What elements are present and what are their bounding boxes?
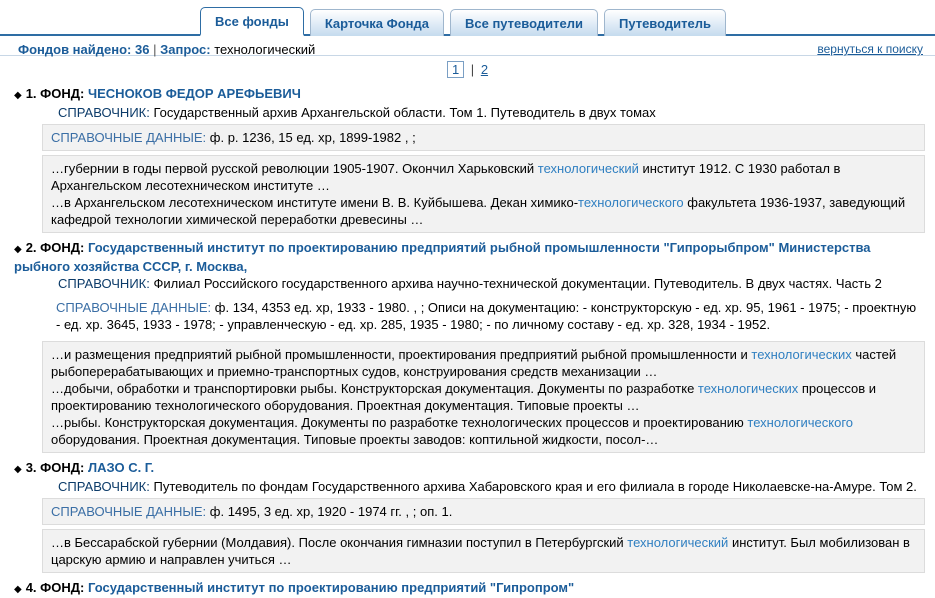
- spravochnik-label: СПРАВОЧНИК:: [58, 276, 150, 291]
- snippet: …губернии в годы первой русской революции 1905-1907. Окончил Харьковский технологический институт 1912. С 1930 работал в Архангельском лесотехническом институте …: [51, 161, 841, 193]
- diamond-bullet-icon: ◆: [14, 90, 22, 101]
- result-item: [12, 579, 925, 595]
- fond-label: ФОНД:: [40, 580, 85, 595]
- highlight-term: технологических: [697, 381, 799, 396]
- snippets-block: [42, 155, 925, 233]
- result-heading: [12, 579, 925, 598]
- spravochnye-dannye-block: [42, 124, 925, 151]
- highlight-term: технологический: [627, 535, 729, 550]
- result-index: 1.: [25, 86, 37, 101]
- spravochnik-line: [12, 275, 925, 292]
- spravochnye-dannye-value: ф. 1495, 3 ед. хр, 1920 - 1974 гг. , ; оп. 1.: [209, 504, 453, 519]
- page-next[interactable]: 2: [480, 62, 489, 77]
- snippet: …и размещения предприятий рыбной промышленности, проектирования предприятий рыбной промышленности и технологических частей рыбоперерабатывающих и приемно-транспортных судов, конструирования средств механизации …: [51, 347, 897, 379]
- found-label: Фондов найдено:: [18, 42, 132, 57]
- result-heading: [12, 85, 925, 104]
- pagination: [0, 56, 935, 81]
- spravochnye-dannye-value: ф. 134, 4353 ед. хр, 1933 - 1980. , ; Описи на документацию: - конструкторскую - ед. хр. 95, 1961 - 1975; - проектную - ед. хр. 3645, 1933 - 1978; - управленческую - ед. хр. 285, 1935 - 1980; - по личному составу - ед. хр. 328, 1934 - 1952.: [56, 300, 917, 332]
- fond-label: ФОНД:: [40, 86, 85, 101]
- diamond-bullet-icon: ◆: [14, 584, 22, 595]
- fond-label: ФОНД:: [40, 240, 85, 255]
- snippets-block: [42, 341, 925, 453]
- fond-label: ФОНД:: [40, 460, 85, 475]
- snippet: …рыбы. Конструкторская документация. Документы по разработке технологических процессов и проектированию технологического оборудования. Проектная документация. Типовые проекты заводов: коптильной жидкости, посол-…: [51, 415, 854, 447]
- result-heading: [12, 239, 925, 275]
- found-count: 36: [135, 42, 150, 57]
- spravochnye-dannye-block: [56, 295, 925, 337]
- spravochnye-dannye-value: ф. р. 1236, 15 ед. хр, 1899-1982 , ;: [209, 130, 416, 145]
- spravochnye-dannye-label: СПРАВОЧНЫЕ ДАННЫЕ:: [51, 504, 207, 519]
- spravochnik-value: Филиал Российского государственного архива научно-технической документации. Путеводитель. В двух частях. Часть 2: [153, 276, 882, 291]
- diamond-bullet-icon: ◆: [14, 244, 22, 255]
- snippet: …в Архангельском лесотехническом институте имени В. В. Куйбышева. Декан химико-технологического факультета 1936-1937, заведующий кафедрой технологии химической переработки древесины …: [51, 195, 906, 227]
- result-index: 3.: [25, 460, 37, 475]
- fond-title-link[interactable]: ЛАЗО С. Г.: [87, 460, 155, 475]
- result-index: 4.: [25, 580, 37, 595]
- spravochnye-dannye-label: СПРАВОЧНЫЕ ДАННЫЕ:: [51, 130, 207, 145]
- highlight-term: технологического: [747, 415, 854, 430]
- snippet: …в Бессарабской губернии (Молдавия). После окончания гимназии поступил в Петербургский технологический институт. Был мобилизован в царскую армию и направлен учиться …: [51, 535, 910, 567]
- query-value: технологический: [214, 42, 316, 57]
- info-separator: |: [153, 42, 157, 57]
- spravochnik-line: [12, 104, 925, 121]
- highlight-term: технологический: [537, 161, 639, 176]
- fond-title-link[interactable]: Государственный институт по проектированию предприятий рыбной промышленности "Гипрорыбпром" Министерства рыбного хозяйства СССР, г. Москва,: [14, 240, 871, 274]
- tab-all-guides[interactable]: Все путеводители: [450, 9, 598, 36]
- result-item: [12, 85, 925, 233]
- results-summary: [18, 42, 315, 57]
- spravochnik-value: Путеводитель по фондам Государственного архива Хабаровского края и его филиала в городе Николаевске-на-Амуре. Том 2.: [153, 479, 917, 494]
- tab-bar: [0, 0, 935, 36]
- tab-fund-card[interactable]: Карточка Фонда: [310, 9, 444, 36]
- query-label: Запрос:: [160, 42, 211, 57]
- snippets-block: [42, 529, 925, 573]
- spravochnye-dannye-label: СПРАВОЧНЫЕ ДАННЫЕ:: [56, 300, 212, 315]
- result-index: 2.: [25, 240, 37, 255]
- snippet: …добычи, обработки и транспортировки рыбы. Конструкторская документация. Документы по разработке технологических процессов и проектированию технологического оборудования. Проектная документация. Типовые проекты …: [51, 381, 877, 413]
- page-divider: |: [470, 62, 475, 77]
- highlight-term: технологических: [751, 347, 852, 362]
- spravochnik-label: СПРАВОЧНИК:: [58, 105, 150, 120]
- highlight-term: технологического: [578, 195, 684, 210]
- fond-title-link[interactable]: ЧЕСНОКОВ ФЕДОР АРЕФЬЕВИЧ: [87, 86, 301, 101]
- results-list: [0, 81, 935, 595]
- spravochnye-dannye-block: [42, 498, 925, 525]
- result-item: [12, 459, 925, 573]
- fond-title-link[interactable]: Государственный институт по проектированию предприятий "Гипропром": [87, 580, 575, 595]
- spravochnik-line: [12, 478, 925, 495]
- tab-all-funds[interactable]: Все фонды: [200, 7, 304, 36]
- diamond-bullet-icon: ◆: [14, 464, 22, 475]
- info-bar: [0, 36, 935, 56]
- back-to-search-link[interactable]: вернуться к поиску: [817, 42, 923, 56]
- spravochnik-label: СПРАВОЧНИК:: [58, 479, 150, 494]
- tab-guide[interactable]: Путеводитель: [604, 9, 726, 36]
- page-current[interactable]: 1: [447, 61, 464, 78]
- result-item: [12, 239, 925, 453]
- spravochnik-value: Государственный архив Архангельской области. Том 1. Путеводитель в двух томах: [153, 105, 656, 120]
- result-heading: [12, 459, 925, 478]
